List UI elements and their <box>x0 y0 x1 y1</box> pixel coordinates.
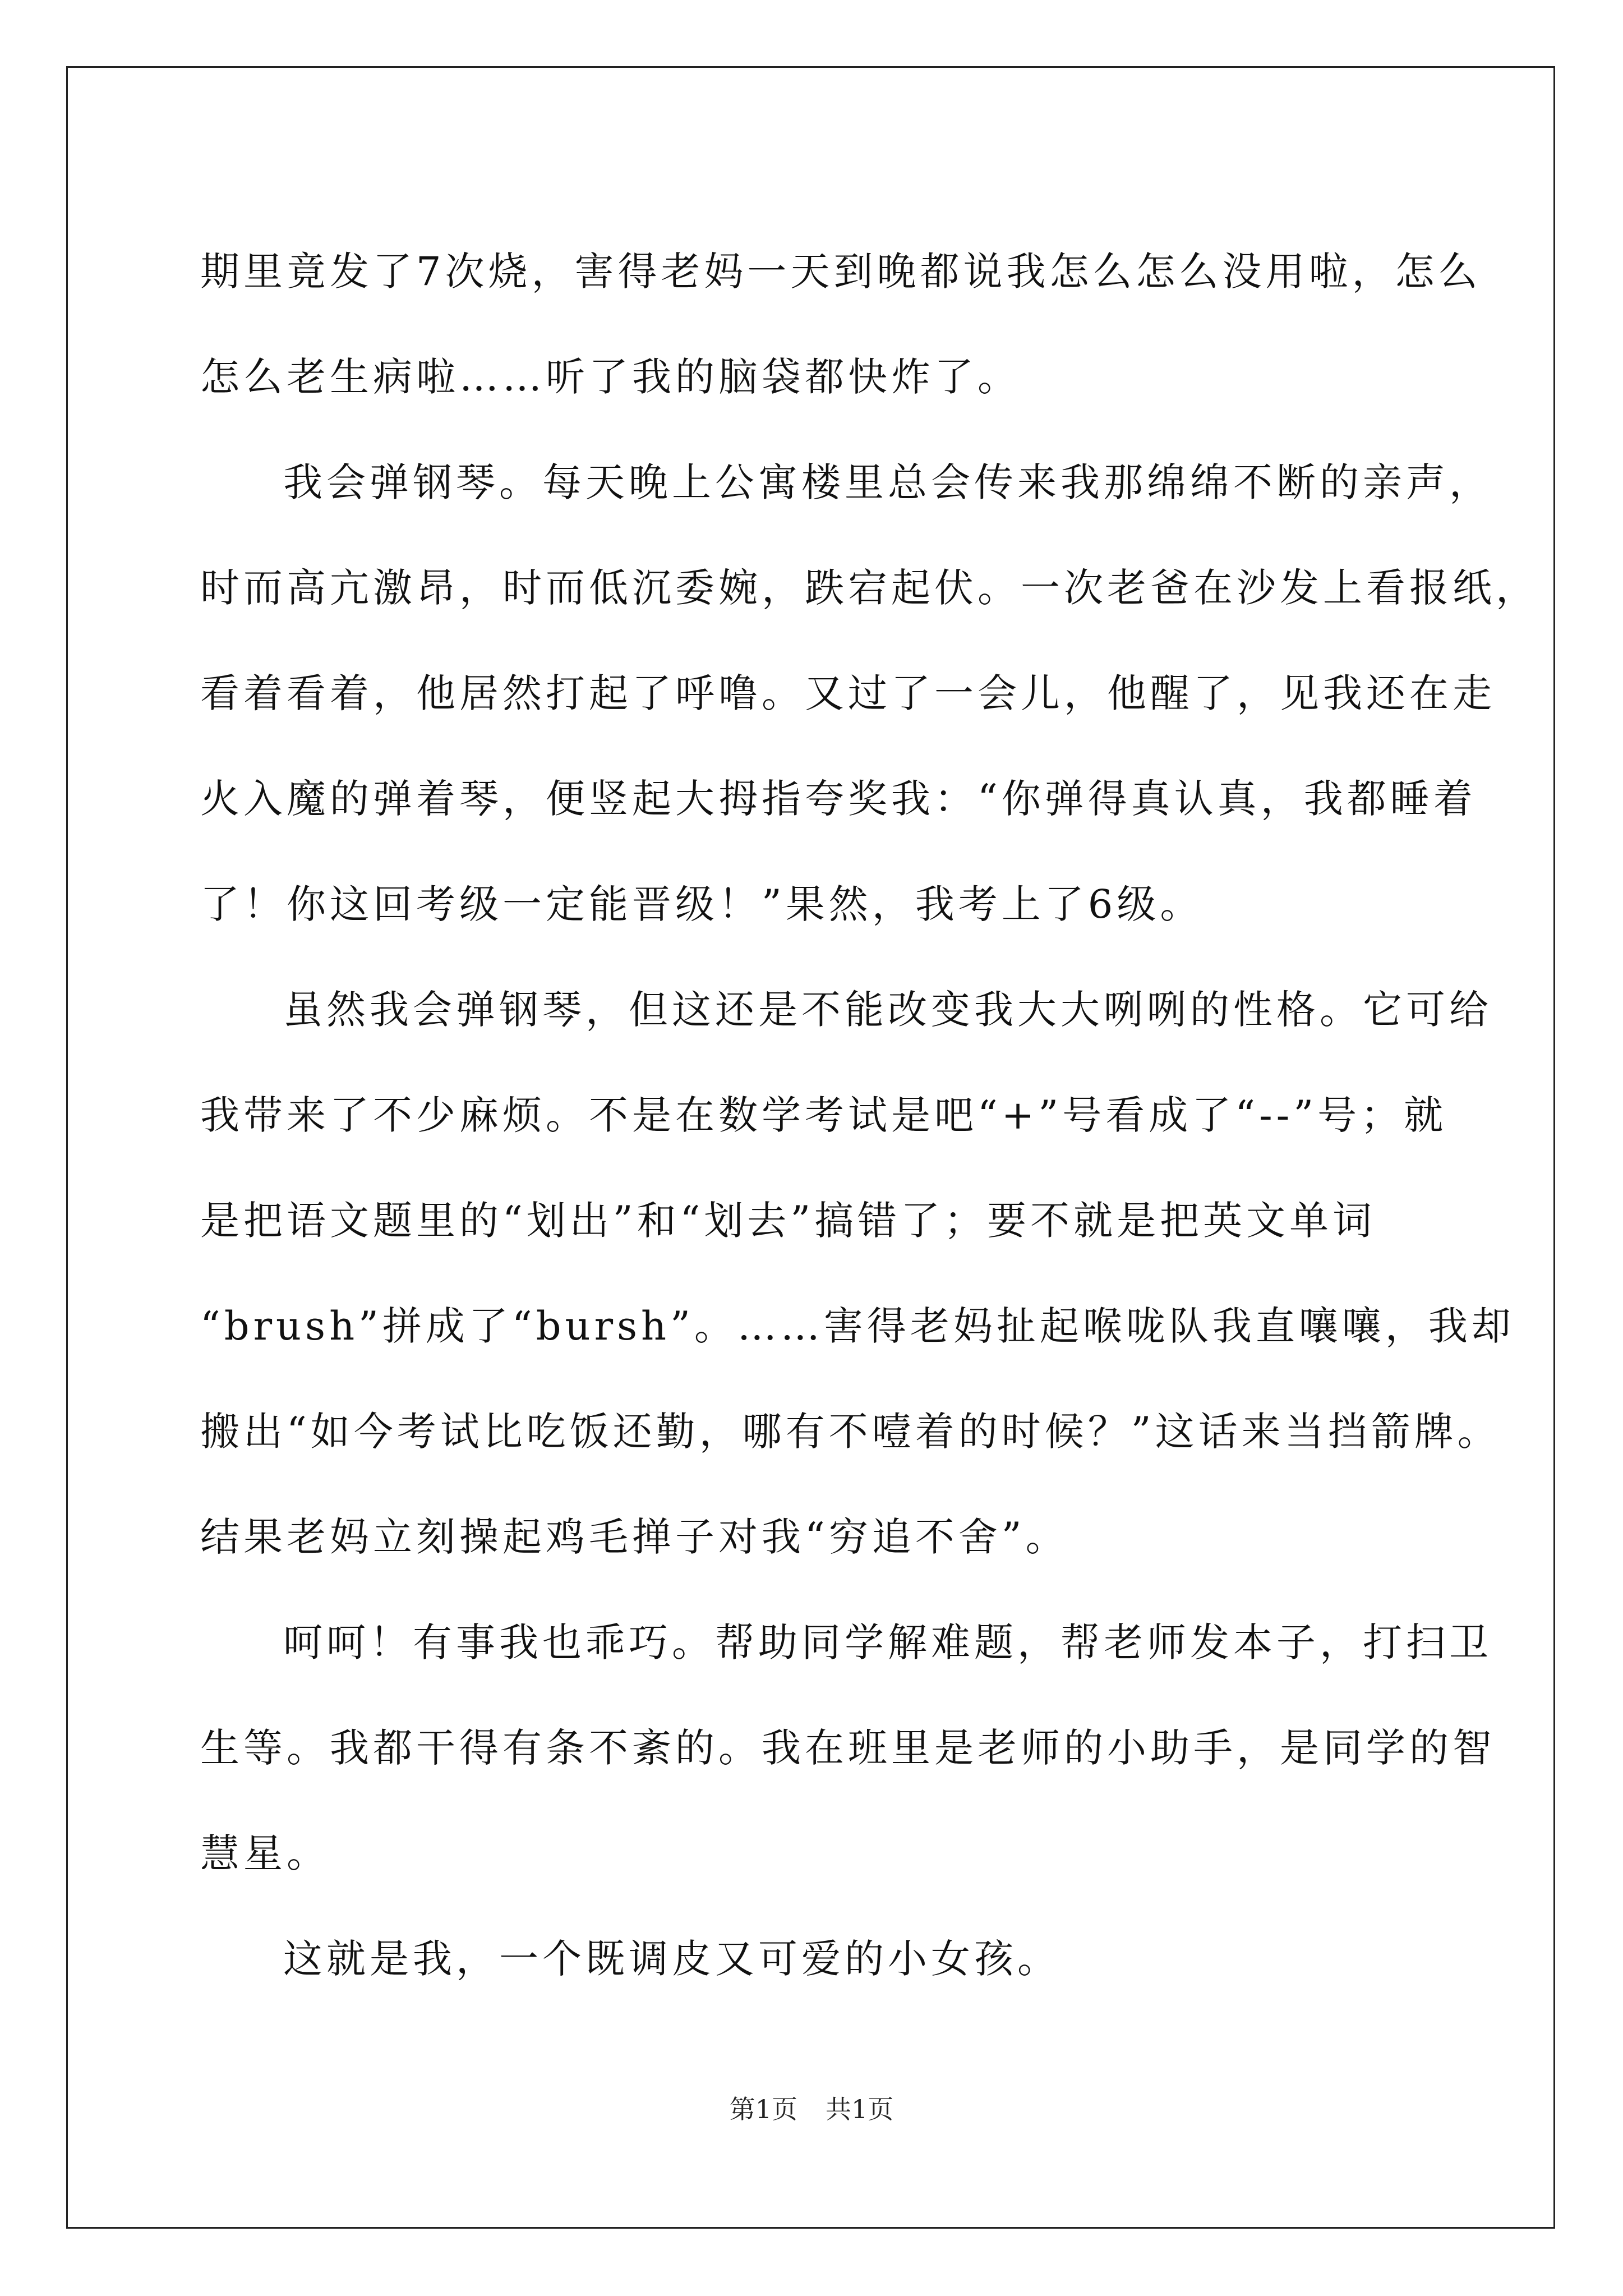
text-line: 搬出“如今考试比吃饭还勤，哪有不噎着的时候？”这话来当挡箭牌。 <box>200 1409 1501 1455</box>
text-line: 怎么老生病啦……听了我的脑袋都快炸了。 <box>200 354 1021 400</box>
text-line: 慧星。 <box>200 1830 330 1876</box>
text-line: 看着看着，他居然打起了呼噜。又过了一会儿，他醒了，见我还在走 <box>200 670 1496 716</box>
text-line: 生等。我都干得有条不紊的。我在班里是老师的小助手，是同学的智 <box>200 1725 1496 1771</box>
text-line: 是把语文题里的“划出”和“划去”搞错了；要不就是把英文单词 <box>200 1198 1376 1244</box>
text-line: 呵呵！有事我也乖巧。帮助同学解难题，帮老师发本子，打扫卫 <box>283 1619 1492 1665</box>
text-line: 火入魔的弹着琴，便竖起大拇指夸奖我：“你弹得真认真，我都睡着 <box>200 776 1477 822</box>
text-line: 期里竟发了7次烧，害得老妈一天到晚都说我怎么怎么没用啦，怎么 <box>200 249 1482 295</box>
text-line: 结果老妈立刻操起鸡毛掸子对我“穷追不舍”。 <box>200 1514 1069 1560</box>
paragraph-5 <box>200 1906 1428 2012</box>
text-line: 时而高亢激昂，时而低沉委婉，跌宕起伏。一次老爸在沙发上看报纸， <box>200 565 1539 611</box>
text-line: 我带来了不少麻烦。不是在数学考试是吧“+”号看成了“--”号；就 <box>200 1092 1447 1138</box>
page-footer <box>0 2092 1623 2126</box>
text-line: 了！你这回考级一定能晋级！”果然，我考上了6级。 <box>200 881 1204 927</box>
text-line: 虽然我会弹钢琴，但这还是不能改变我大大咧咧的性格。它可给 <box>283 987 1492 1033</box>
text-line: “brush”拼成了“bursh”。……害得老妈扯起喉咙队我直嚷嚷，我却 <box>200 1303 1515 1349</box>
paragraph-1 <box>200 219 1482 430</box>
text-line: 我会弹钢琴。每天晚上公寓楼里总会传来我那绵绵不断的亲声， <box>283 459 1492 505</box>
page-number-current: 第1页 <box>729 2094 797 2124</box>
text-line: 这就是我，一个既调皮又可爱的小女孩。 <box>283 1936 1061 1982</box>
paragraph-3 <box>200 957 1515 1590</box>
document-body <box>200 219 1539 2012</box>
paragraph-4 <box>200 1590 1496 1906</box>
page-number-total: 共1页 <box>826 2094 894 2124</box>
paragraph-2 <box>200 430 1539 957</box>
